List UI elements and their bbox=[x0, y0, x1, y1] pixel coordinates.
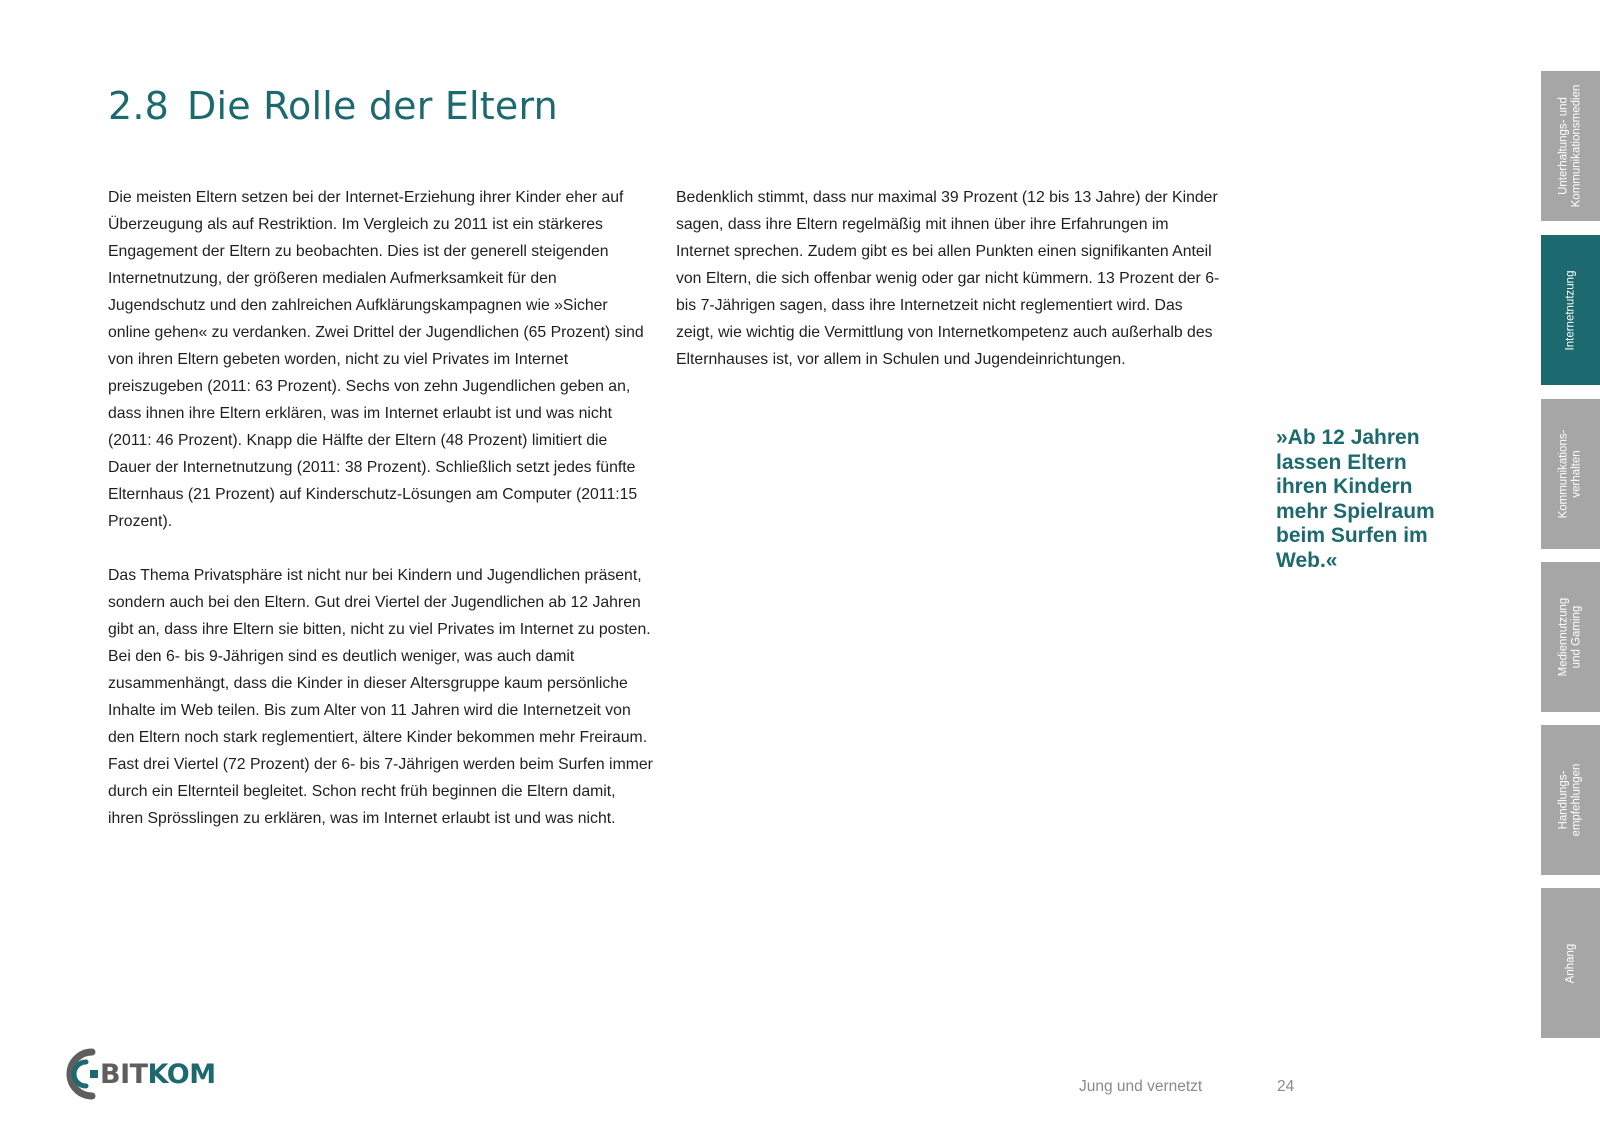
tab-anhang[interactable] bbox=[1541, 888, 1600, 1038]
footer-publication-title: Jung und vernetzt bbox=[1079, 1078, 1203, 1095]
section-number: 2.8 bbox=[108, 84, 170, 128]
pull-quote: »Ab 12 Jahren lassen Eltern ihren Kindern mehr Spielraum beim Surfen im Web.« bbox=[1276, 426, 1435, 572]
body-paragraph: Das Thema Privatsphäre ist nicht nur bei Kindern und Jugendlichen präsent, sondern auch bei den Eltern. Gut drei Viertel der Jugendlichen ab 12 Jahren gibt an, dass ihre Eltern sie bitten, nicht zu viel Privates im Internet zu posten. Bei den 6- bis 9-Jährigen sind es deutlich weniger, was auch damit zusammenhängt, dass die Kinder in dieser Altersgruppe kaum persönliche Inhalte im Web teilen. Bis zum Alter von 11 Jahren wird die Internetzeit von den Eltern noch stark reglementiert, ältere Kinder bekommen mehr Freiraum. Fast drei Viertel (72 Prozent) der 6- bis 7-Jährigen werden beim Surfen immer durch ein Elternteil begleitet. Schon recht früh beginnen die Eltern damit, ihren Sprösslingen zu erklären, was im Internet erlaubt ist und was nicht. bbox=[108, 567, 653, 827]
body-paragraph: Die meisten Eltern setzen bei der Internet-Erziehung ihrer Kinder eher auf Überzeugung als auf Restriktion. Im Vergleich zu 2011 ist ein stärkeres Engagement der Eltern zu beobachten. Dies ist der generell steigenden Internetnutzung, der größeren medialen Aufmerksamkeit für den Jugendschutz und den zahlreichen Aufklärungskampagnen wie »Sicher online gehen« zu verdanken. Zwei Drittel der Jugendlichen (65 Prozent) sind von ihren Eltern gebeten worden, nicht zu viel Privates im Internet preiszugeben (2011: 63 Prozent). Sechs von zehn Jugendlichen geben an, dass ihnen ihre Eltern erklären, was im Internet erlaubt ist und was nicht (2011: 46 Prozent). Knapp die Hälfte der Eltern (48 Prozent) limitiert die Dauer der Internetnutzung (2011: 38 Prozent). Schließlich setzt jedes fünfte Elternhaus (21 Prozent) auf Kinderschutz-Lösungen am Computer (2011:15 Prozent). bbox=[108, 189, 644, 530]
tab-label: Internetnutzung bbox=[1564, 270, 1577, 350]
tab-label: Handlungs- empfehlungen bbox=[1557, 763, 1583, 837]
tab-label: Unterhaltungs- und Kommunikationsmedien bbox=[1557, 84, 1583, 208]
bitkom-logo-icon bbox=[56, 1046, 106, 1102]
tab-label: Anhang bbox=[1564, 943, 1576, 983]
section-title: Die Rolle der Eltern bbox=[187, 84, 558, 128]
page-title bbox=[108, 84, 558, 128]
right-text-column bbox=[676, 184, 1221, 400]
bitkom-logo bbox=[56, 1046, 216, 1102]
tab-unterhaltungs-und-kommunikationsmedien[interactable] bbox=[1541, 71, 1600, 221]
logo-wordmark: BITKOM bbox=[100, 1058, 216, 1090]
tab-label: Kommunikations- verhalten bbox=[1557, 429, 1583, 519]
body-paragraph: Bedenklich stimmt, dass nur maximal 39 Prozent (12 bis 13 Jahre) der Kinder sagen, dass ihre Eltern regelmäßig mit ihnen über ihre Erfahrungen im Internet sprechen. Zudem gibt es bei allen Punkten einen signifikanten Anteil von Eltern, die sich offenbar wenig oder gar nicht kümmern. 13 Prozent der 6- bis 7-Jährigen sagen, dass ihre Internetzeit nicht reglementiert wird. Das zeigt, wie wichtig die Vermittlung von Internetkompetenz auch außerhalb des Elternhauses ist, vor allem in Schulen und Jugendeinrichtungen. bbox=[676, 189, 1220, 368]
tab-mediennutzung-und-gaming[interactable] bbox=[1541, 562, 1600, 712]
tab-internetnutzung[interactable] bbox=[1541, 235, 1600, 385]
left-text-column bbox=[108, 184, 653, 859]
tab-kommunikationsverhalten[interactable] bbox=[1541, 399, 1600, 549]
tab-label: Mediennutzung und Gaming bbox=[1557, 597, 1583, 677]
tab-handlungsempfehlungen[interactable] bbox=[1541, 725, 1600, 875]
page-number: 24 bbox=[1277, 1078, 1295, 1095]
